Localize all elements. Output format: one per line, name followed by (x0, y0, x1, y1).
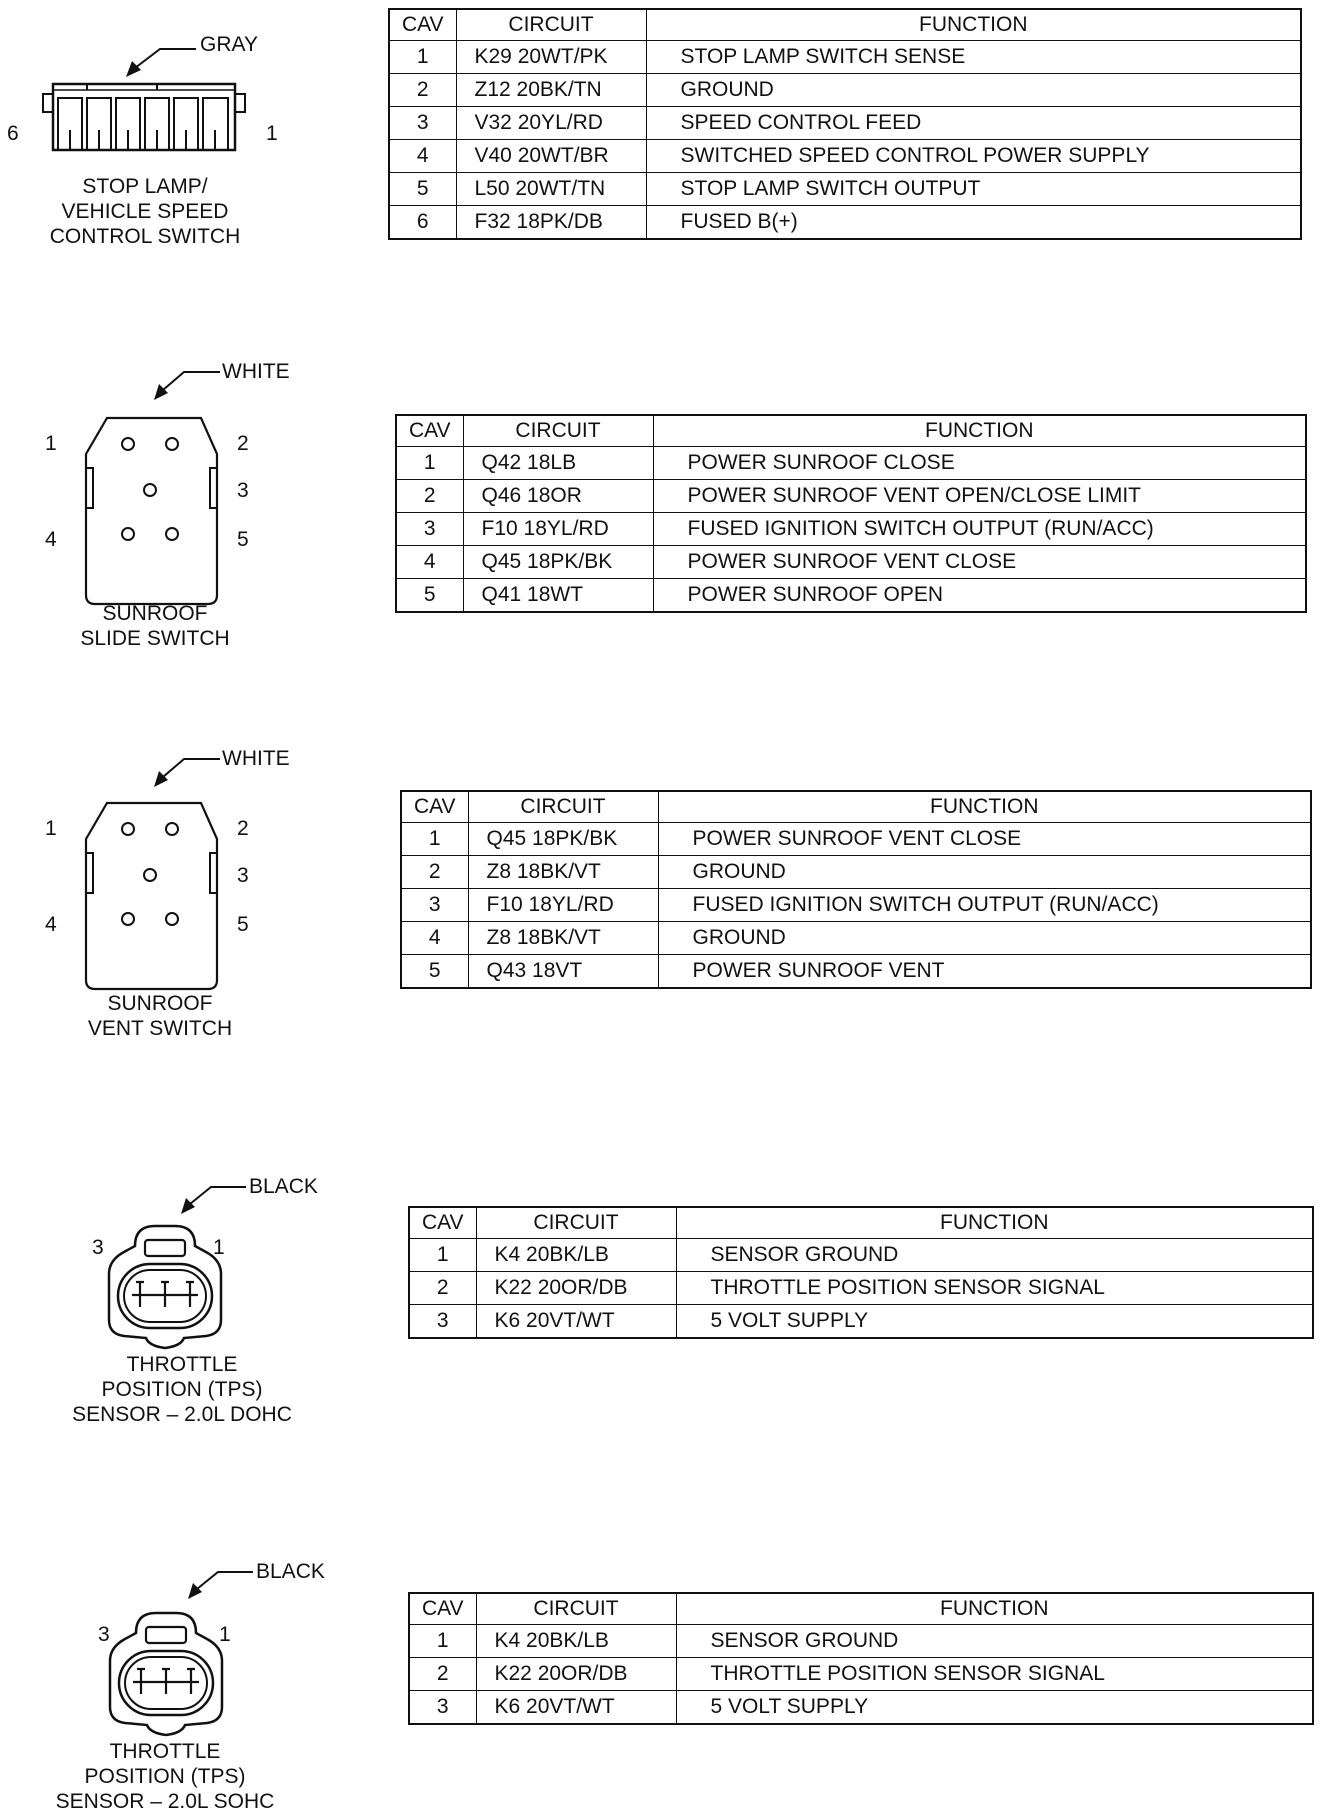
table-header-row (409, 1593, 1313, 1625)
cav-cell: 6 (389, 206, 456, 240)
sunroof-vent-pin-label-1: 1 (45, 817, 57, 840)
function-cell: GROUND (658, 856, 1311, 889)
header-cav: CAV (389, 9, 456, 41)
circuit-cell: F10 18YL/RD (468, 889, 658, 922)
function-cell: SPEED CONTROL FEED (646, 107, 1301, 140)
circuit-cell: K6 20VT/WT (476, 1305, 676, 1339)
tps-dohc-connector-diagram (0, 1170, 330, 1470)
header-circuit: CIRCUIT (456, 9, 646, 41)
table-row (396, 447, 1306, 480)
header-function: FUNCTION (676, 1593, 1313, 1625)
table-row (389, 206, 1301, 240)
tps-dohc-pin-label-1: 1 (213, 1236, 225, 1259)
header-circuit: CIRCUIT (468, 791, 658, 823)
circuit-cell: Q46 18OR (463, 480, 653, 513)
table-row (401, 889, 1311, 922)
table-header-row (401, 791, 1311, 823)
cav-cell: 2 (409, 1272, 476, 1305)
table-row (396, 579, 1306, 613)
table-header-row (389, 9, 1301, 41)
sunroof-slide-pinout-table (395, 414, 1307, 613)
cav-cell: 4 (401, 922, 468, 955)
tps-dohc-pinout-table (408, 1206, 1314, 1339)
table-row (396, 513, 1306, 546)
caption-line: SENSOR – 2.0L DOHC (72, 1403, 292, 1426)
connector-section-tps-dohc (0, 1170, 1328, 1470)
tps-dohc-color-label: BLACK (249, 1175, 318, 1198)
caption-line: THROTTLE (126, 1353, 238, 1376)
tps-sohc-color-label: BLACK (256, 1560, 325, 1583)
function-cell: STOP LAMP SWITCH SENSE (646, 41, 1301, 74)
circuit-cell: K22 20OR/DB (476, 1272, 676, 1305)
cav-cell: 3 (409, 1305, 476, 1339)
table-row (389, 173, 1301, 206)
function-cell: POWER SUNROOF VENT (658, 955, 1311, 989)
circuit-cell: K6 20VT/WT (476, 1691, 676, 1725)
function-cell: POWER SUNROOF OPEN (653, 579, 1306, 613)
tps-sohc-pin-label-1: 1 (219, 1623, 231, 1646)
function-cell: POWER SUNROOF VENT CLOSE (658, 823, 1311, 856)
caption-line: SLIDE SWITCH (80, 627, 230, 650)
connector-section-tps-sohc (0, 1555, 1328, 1816)
function-cell: POWER SUNROOF VENT CLOSE (653, 546, 1306, 579)
sunroof-vent-connector-diagram (0, 737, 330, 1057)
table-header-row (409, 1207, 1313, 1239)
cav-cell: 2 (396, 480, 463, 513)
cav-cell: 4 (389, 140, 456, 173)
caption-line: POSITION (TPS) (101, 1378, 263, 1401)
function-cell: FUSED B(+) (646, 206, 1301, 240)
header-circuit: CIRCUIT (463, 415, 653, 447)
cav-cell: 5 (396, 579, 463, 613)
function-cell: SENSOR GROUND (676, 1625, 1313, 1658)
cav-cell: 1 (409, 1625, 476, 1658)
function-cell: THROTTLE POSITION SENSOR SIGNAL (676, 1272, 1313, 1305)
sunroof-slide-pin-label-2: 2 (237, 432, 249, 455)
sunroof-vent-color-label: WHITE (222, 747, 290, 770)
cav-cell: 4 (396, 546, 463, 579)
function-cell: SENSOR GROUND (676, 1239, 1313, 1272)
circuit-cell: Z12 20BK/TN (456, 74, 646, 107)
sunroof-vent-pinout-table (400, 790, 1312, 989)
cav-cell: 1 (401, 823, 468, 856)
circuit-cell: Z8 18BK/VT (468, 922, 658, 955)
table-row (401, 955, 1311, 989)
function-cell: FUSED IGNITION SWITCH OUTPUT (RUN/ACC) (658, 889, 1311, 922)
circuit-cell: K4 20BK/LB (476, 1625, 676, 1658)
tps-dohc-pin-label-3: 3 (92, 1236, 104, 1259)
table-row (409, 1305, 1313, 1339)
sunroof-slide-pin-label-1: 1 (45, 432, 57, 455)
stop-lamp-color-label: GRAY (200, 33, 258, 56)
caption-line: THROTTLE (109, 1740, 221, 1763)
table-row (401, 922, 1311, 955)
sunroof-slide-pin-label-5: 5 (237, 528, 249, 551)
function-cell: 5 VOLT SUPPLY (676, 1305, 1313, 1339)
sunroof-slide-pin-label-3: 3 (237, 479, 249, 502)
cav-cell: 2 (389, 74, 456, 107)
cav-cell: 3 (396, 513, 463, 546)
caption-line: SENSOR – 2.0L SOHC (55, 1790, 275, 1813)
table-row (401, 823, 1311, 856)
connector-section-sunroof-vent (0, 737, 1328, 1067)
table-row (401, 856, 1311, 889)
cav-cell: 3 (389, 107, 456, 140)
cav-cell: 3 (401, 889, 468, 922)
sunroof-slide-color-label: WHITE (222, 360, 290, 383)
sunroof-slide-connector-diagram (0, 350, 330, 670)
header-function: FUNCTION (676, 1207, 1313, 1239)
table-row (389, 74, 1301, 107)
header-cav: CAV (396, 415, 463, 447)
circuit-cell: Q42 18LB (463, 447, 653, 480)
sunroof-vent-pin-label-5: 5 (237, 913, 249, 936)
cav-cell: 1 (396, 447, 463, 480)
circuit-cell: Q43 18VT (468, 955, 658, 989)
table-row (409, 1658, 1313, 1691)
caption-line: STOP LAMP/ (82, 175, 208, 198)
header-function: FUNCTION (646, 9, 1301, 41)
cav-cell: 5 (401, 955, 468, 989)
tps-sohc-caption (30, 1739, 300, 1814)
caption-line: POSITION (TPS) (84, 1765, 246, 1788)
circuit-cell: F10 18YL/RD (463, 513, 653, 546)
table-row (389, 107, 1301, 140)
stop-lamp-connector-diagram (0, 0, 330, 270)
circuit-cell: K22 20OR/DB (476, 1658, 676, 1691)
table-row (396, 546, 1306, 579)
sunroof-slide-caption (30, 601, 280, 651)
table-row (389, 140, 1301, 173)
function-cell: 5 VOLT SUPPLY (676, 1691, 1313, 1725)
circuit-cell: F32 18PK/DB (456, 206, 646, 240)
table-row (409, 1239, 1313, 1272)
cav-cell: 2 (401, 856, 468, 889)
sunroof-vent-pin-label-2: 2 (237, 817, 249, 840)
connector-section-stop-lamp (0, 0, 1328, 280)
circuit-cell: Q45 18PK/BK (468, 823, 658, 856)
circuit-cell: Q41 18WT (463, 579, 653, 613)
caption-line: VEHICLE SPEED (61, 200, 229, 223)
cav-cell: 2 (409, 1658, 476, 1691)
function-cell: GROUND (646, 74, 1301, 107)
tps-sohc-connector-diagram (0, 1555, 330, 1816)
function-cell: STOP LAMP SWITCH OUTPUT (646, 173, 1301, 206)
caption-line: VENT SWITCH (87, 1017, 233, 1040)
header-function: FUNCTION (653, 415, 1306, 447)
circuit-cell: K29 20WT/PK (456, 41, 646, 74)
circuit-cell: K4 20BK/LB (476, 1239, 676, 1272)
sunroof-slide-pin-label-4: 4 (45, 528, 57, 551)
cav-cell: 1 (409, 1239, 476, 1272)
cav-cell: 3 (409, 1691, 476, 1725)
header-cav: CAV (401, 791, 468, 823)
caption-line: SUNROOF (102, 602, 208, 625)
table-header-row (396, 415, 1306, 447)
function-cell: SWITCHED SPEED CONTROL POWER SUPPLY (646, 140, 1301, 173)
caption-line: SUNROOF (107, 992, 213, 1015)
header-cav: CAV (409, 1593, 476, 1625)
stop-lamp-pinout-table (388, 8, 1302, 240)
table-row (409, 1272, 1313, 1305)
sunroof-vent-pin-label-3: 3 (237, 864, 249, 887)
cav-cell: 1 (389, 41, 456, 74)
stop-lamp-caption (20, 174, 270, 249)
circuit-cell: L50 20WT/TN (456, 173, 646, 206)
header-circuit: CIRCUIT (476, 1207, 676, 1239)
function-cell: GROUND (658, 922, 1311, 955)
header-function: FUNCTION (658, 791, 1311, 823)
sunroof-vent-pin-label-4: 4 (45, 913, 57, 936)
circuit-cell: V40 20WT/BR (456, 140, 646, 173)
tps-sohc-pinout-table (408, 1592, 1314, 1725)
stop-lamp-pin-label-6: 6 (7, 122, 19, 145)
header-cav: CAV (409, 1207, 476, 1239)
tps-dohc-caption (47, 1352, 317, 1427)
caption-line: CONTROL SWITCH (49, 225, 241, 248)
table-row (396, 480, 1306, 513)
circuit-cell: Q45 18PK/BK (463, 546, 653, 579)
stop-lamp-pin-label-1: 1 (266, 122, 278, 145)
sunroof-vent-caption (35, 991, 285, 1041)
connector-section-sunroof-slide (0, 350, 1328, 680)
tps-sohc-pin-label-3: 3 (98, 1623, 110, 1646)
function-cell: POWER SUNROOF VENT OPEN/CLOSE LIMIT (653, 480, 1306, 513)
function-cell: POWER SUNROOF CLOSE (653, 447, 1306, 480)
table-row (409, 1625, 1313, 1658)
header-circuit: CIRCUIT (476, 1593, 676, 1625)
cav-cell: 5 (389, 173, 456, 206)
circuit-cell: Z8 18BK/VT (468, 856, 658, 889)
function-cell: FUSED IGNITION SWITCH OUTPUT (RUN/ACC) (653, 513, 1306, 546)
table-row (409, 1691, 1313, 1725)
table-row (389, 41, 1301, 74)
circuit-cell: V32 20YL/RD (456, 107, 646, 140)
function-cell: THROTTLE POSITION SENSOR SIGNAL (676, 1658, 1313, 1691)
